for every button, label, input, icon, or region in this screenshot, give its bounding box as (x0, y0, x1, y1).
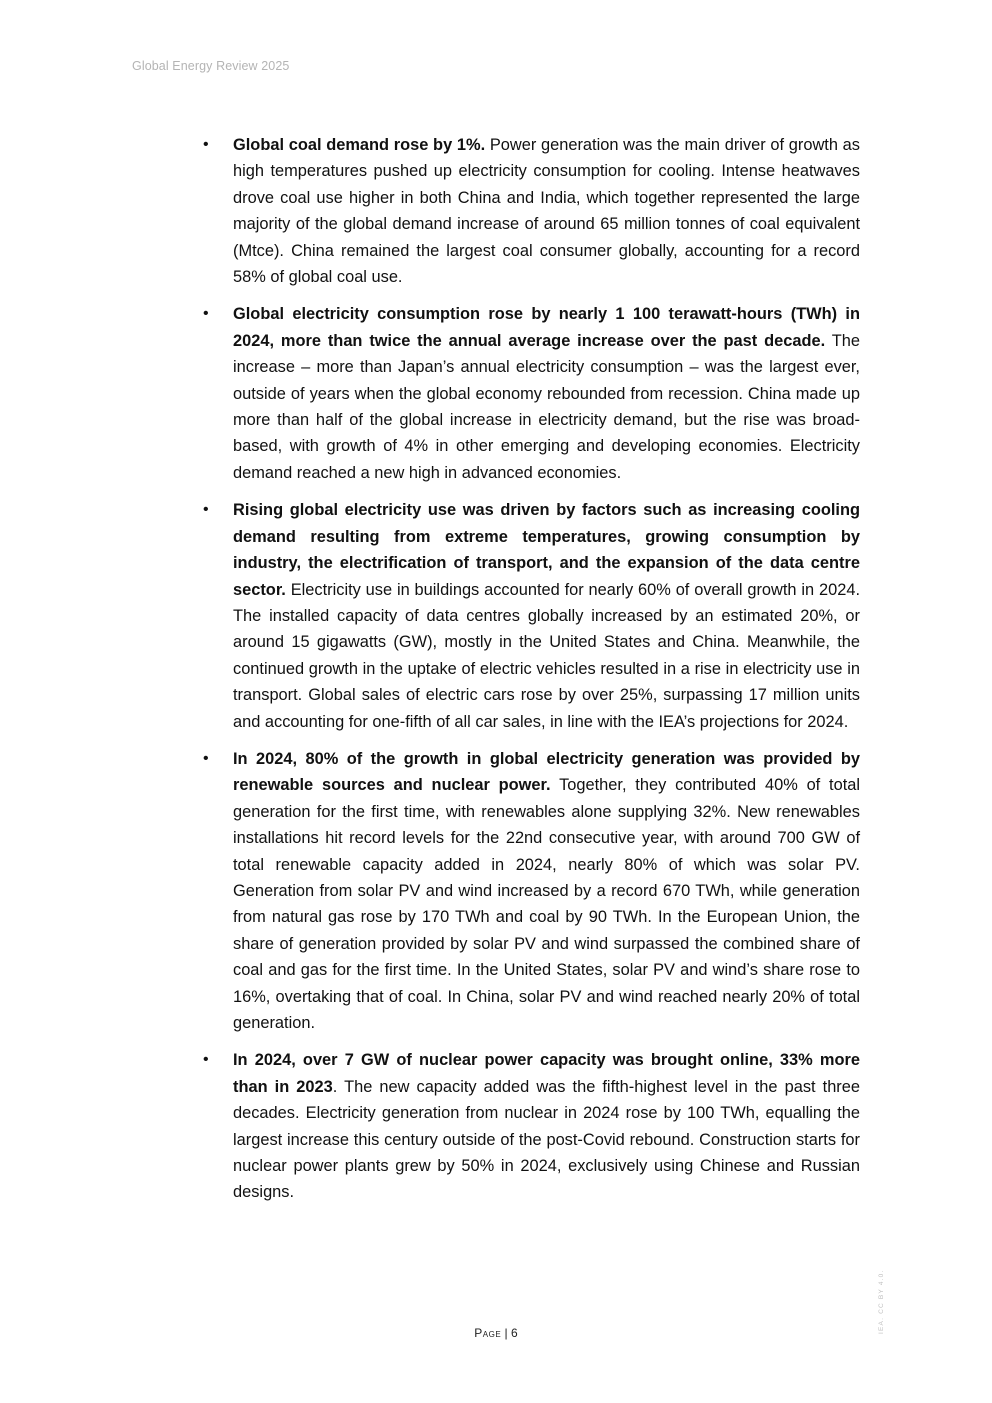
bullet-lead: Global coal demand rose by 1%. (233, 136, 486, 154)
bullet-electricity-consumption (200, 301, 860, 486)
bullet-nuclear-capacity (200, 1047, 860, 1205)
page-separator: | (501, 1326, 511, 1340)
page-number: 6 (511, 1326, 518, 1340)
bullet-icon: • (203, 1051, 209, 1069)
bullet-icon: • (203, 136, 209, 153)
bullet-list (200, 132, 860, 1217)
bullet-body: Electricity use in buildings accounted for nearly 60% of overall growth in 2024. The installed capacity of data centres globally increased by an estimated 20%, or around 15 gigawatts (GW), mostly in the United States and China. Meanwhile, the continued growth in the uptake of electric vehicles resulted in a rise in electricity use in transport. Global sales of electric cars rose by over 25%, surpassing 17 million units and accounting for one-fifth of all car sales, in line with the IEA’s projections for 2024. (233, 580, 860, 731)
bullet-lead: In 2024, over 7 GW of nuclear power capacity was brought online, 33% more than in 2023 (233, 1051, 860, 1096)
page-label: Page (474, 1326, 502, 1340)
bullet-lead: In 2024, 80% of the growth in global electricity generation was provided by renewable sources and nuclear power. (233, 749, 860, 795)
bullet-coal-demand (200, 132, 860, 290)
bullet-icon: • (203, 749, 209, 767)
license-mark: IEA. CC BY 4.0. (878, 1269, 885, 1334)
bullet-lead: Global electricity consumption rose by nearly 1 100 terawatt-hours (TWh) in 2024, more than twice the annual average increase over the past decade. (233, 305, 860, 350)
bullet-lead: Rising global electricity use was driven by factors such as increasing cooling demand resulting from extreme temperatures, growing consumption by industry, the electrification of transport, and the expansion of the data centre sector. (233, 501, 860, 599)
bullet-body: . The new capacity added was the fifth-highest level in the past three decades. Electricity generation from nuclear in 2024 rose by 100 TWh, equalling the largest increase this century outside of the post-Covid rebound. Construction starts for nuclear power plants grew by 50% in 2024, exclusively using Chinese and Russian designs. (233, 1077, 860, 1202)
bullet-body: The increase – more than Japan’s annual electricity consumption – was the largest ever, outside of years when the global economy rebounded from recession. China made up more than half of the global increase in electricity demand, but the rise was broad-based, with growth of 4% in other emerging and developing economies. Electricity demand reached a new high in advanced economies. (233, 331, 860, 482)
running-header: Global Energy Review 2025 (132, 59, 290, 73)
bullet-body: Together, they contributed 40% of total generation for the first time, with renewables alone supplying 32%. New renewables installations hit record levels for the 22nd consecutive year, with around 700 GW of total renewable capacity added in 2024, nearly 80% of which was solar PV. Generation from solar PV and wind increased by a record 670 TWh, while generation from natural gas rose by 170 TWh and coal by 90 TWh. In the European Union, the share of generation provided by solar PV and wind surpassed the combined share of coal and gas for the first time. In the United States, solar PV and wind’s share rose to 16%, overtaking that of coal. In China, solar PV and wind reached nearly 20% of total generation. (233, 776, 861, 1032)
bullet-body: Power generation was the main driver of growth as high temperatures pushed up electricity consumption for cooling. Intense heatwaves drove coal use higher in both China and India, which together represented the large majority of the global demand increase of around 65 million tonnes of coal equivalent (Mtce). China remained the largest coal consumer globally, accounting for a record 58% of global coal use. (233, 136, 860, 287)
page-footer (0, 1326, 992, 1340)
bullet-electricity-drivers (200, 497, 860, 735)
bullet-icon: • (203, 305, 209, 323)
bullet-icon: • (203, 501, 209, 519)
bullet-renewables-nuclear-growth (200, 746, 860, 1036)
